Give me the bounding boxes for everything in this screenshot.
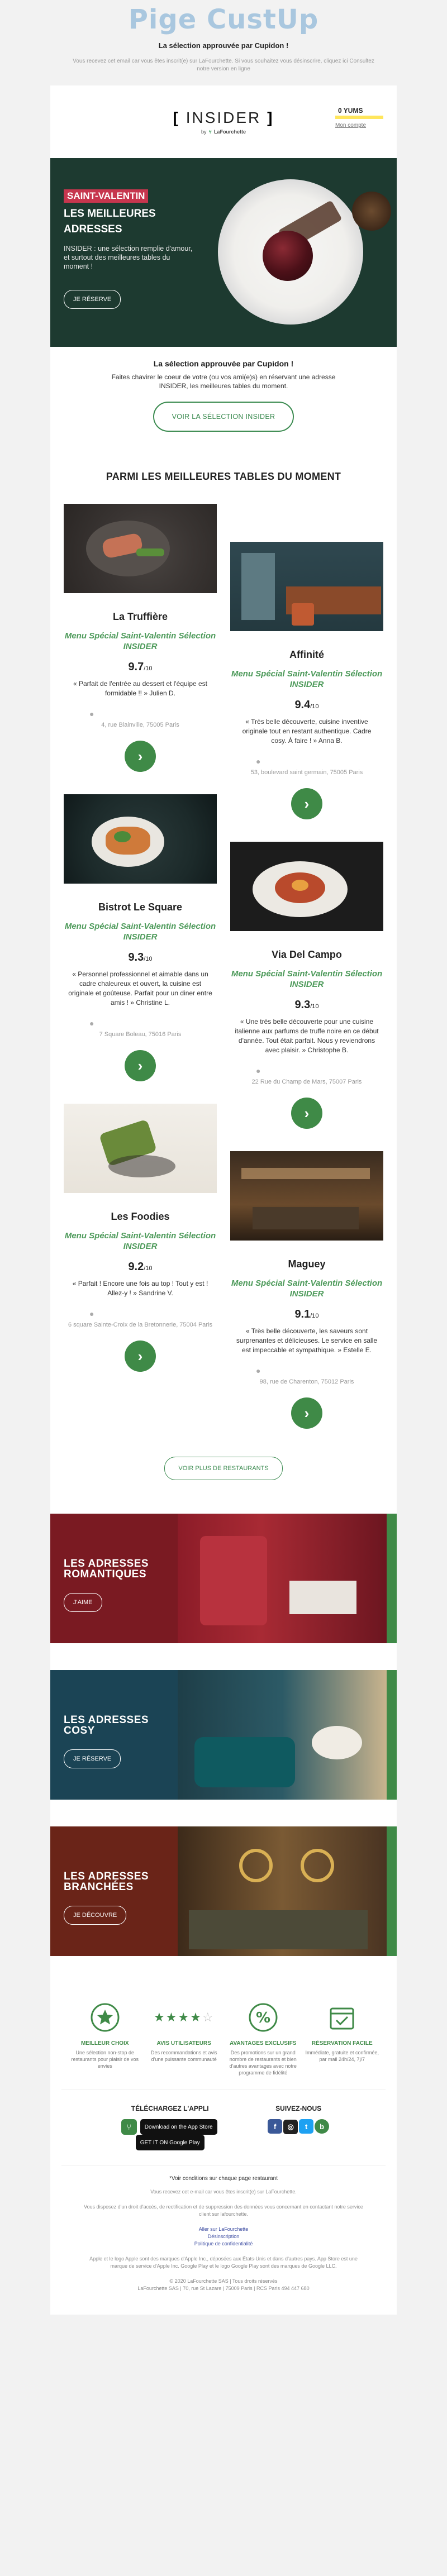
restaurant-name[interactable]: Les Foodies xyxy=(111,1211,170,1222)
email-header xyxy=(50,85,397,158)
preheader-title: La sélection approuvée par Cupidon ! xyxy=(158,41,289,50)
section-title: PARMI LES MEILLEURES TABLES DU MOMENT xyxy=(106,471,341,482)
feature-title: MEILLEUR CHOIX xyxy=(80,2040,129,2047)
restaurant-review: « Parfait de l'entrée au dessert et l'équipe est formidable !! » Julien D. xyxy=(73,680,208,697)
selection-block xyxy=(50,347,397,437)
restaurant-card xyxy=(230,842,383,1129)
restaurant-address: 4, rue Blainville, 75005 Paris xyxy=(101,722,179,728)
more-restaurants xyxy=(50,1451,397,1514)
restaurant-column-left xyxy=(64,504,217,1451)
restaurant-review: « Parfait ! Encore une fois au top ! Tout y est ! Allez-y ! » Sandrine V. xyxy=(72,1280,208,1297)
footer-line: Vous disposez d'un droit d'accès, de rectification et de suppression des données vous concernant en contactant notre service client sur lafourchette. xyxy=(84,2204,363,2217)
svg-text:%: % xyxy=(255,2010,270,2026)
googleplay-button[interactable]: GET IT ON Google Play xyxy=(136,2135,205,2150)
banner-title: LES ADRESSES ROMANTIQUES xyxy=(64,1558,149,1580)
apps-title: TÉLÉCHARGEZ L'APPLI xyxy=(131,2105,209,2112)
brand-watermark xyxy=(0,0,447,39)
banner-cosy[interactable] xyxy=(50,1670,397,1800)
hero-heading: LES MEILLEURES ADRESSES xyxy=(64,208,156,235)
restaurant-card xyxy=(64,504,217,772)
blog-icon[interactable]: b xyxy=(315,2119,329,2134)
restaurant-image[interactable] xyxy=(64,794,217,884)
insider-logo[interactable]: [ INSIDER ] by ⑂ LaFourchette xyxy=(173,109,274,135)
chevron-right-button[interactable]: › xyxy=(291,1098,322,1129)
banner-image xyxy=(178,1514,387,1643)
restaurant-name[interactable]: Maguey xyxy=(288,1258,326,1270)
social-block xyxy=(245,2105,352,2150)
account-link[interactable]: Mon compte xyxy=(335,122,367,128)
location-pin-icon: ● xyxy=(256,1366,261,1375)
banner-button[interactable]: J'AIME xyxy=(64,1593,102,1612)
restaurant-score: 9.7/10 xyxy=(128,661,153,673)
feature-title: AVANTAGES EXCLUSIFS xyxy=(230,2040,297,2047)
location-pin-icon: ● xyxy=(89,1309,94,1318)
banner-button[interactable]: JE DÉCOUVRE xyxy=(64,1906,126,1925)
star-badge-icon xyxy=(67,2001,143,2034)
selection-text: Faites chavirer le coeur de votre (ou vos ami(e)s) en réservant une adresse INSIDER, les meilleures tables du moment. xyxy=(111,373,336,390)
restaurant-card xyxy=(64,794,217,1081)
banner-title: LES ADRESSES COSY xyxy=(64,1714,149,1737)
preheader xyxy=(0,39,447,85)
feature-item xyxy=(146,2001,222,2076)
restaurant-menu: Menu Spécial Saint-Valentin Sélection INSIDER xyxy=(231,969,383,989)
selection-title: La sélection approuvée par Cupidon ! xyxy=(153,359,294,368)
feature-title: AVIS UTILISATEURS xyxy=(156,2040,211,2047)
hero-reserve-button[interactable]: JE RÉSERVE xyxy=(64,290,121,309)
feature-desc: Des promotions sur un grand nombre de restaurants et bien d'autres avantages avec notre programme de fidélité xyxy=(229,2050,297,2076)
restaurant-review: « Très belle découverte, cuisine inventive originale tout en restant authentique. Cadre cosy. À faire ! » Anna B. xyxy=(242,718,372,745)
hero-tag: SAINT-VALENTIN xyxy=(64,189,148,203)
feature-item xyxy=(305,2001,381,2076)
restaurant-image[interactable] xyxy=(64,1104,217,1193)
feature-item xyxy=(67,2001,143,2076)
twitter-icon[interactable]: t xyxy=(299,2119,313,2134)
appstore-button[interactable]: Download on the App Store xyxy=(140,2119,217,2135)
restaurant-card xyxy=(230,1151,383,1429)
footer-link-site[interactable]: Aller sur LaFourchette xyxy=(198,2226,249,2232)
footer-link-privacy[interactable]: Politique de confidentialité xyxy=(194,2241,253,2246)
restaurant-menu: Menu Spécial Saint-Valentin Sélection INSIDER xyxy=(64,922,216,942)
social-title: SUIVEZ-NOUS xyxy=(275,2105,322,2112)
feature-item xyxy=(225,2001,301,2076)
restaurant-menu: Menu Spécial Saint-Valentin Sélection INSIDER xyxy=(64,631,216,651)
yums-panel xyxy=(335,107,383,128)
app-logo-icon[interactable]: ⑂ xyxy=(121,2119,137,2135)
location-pin-icon: ● xyxy=(89,709,94,718)
footer-company: LaFourchette SAS | 70, rue St Lazare | 75009 Paris | RCS Paris 494 447 680 xyxy=(137,2286,310,2291)
chevron-right-button[interactable]: › xyxy=(125,1050,156,1081)
feature-desc: Une sélection non-stop de restaurants pour plaisir de vos envies xyxy=(71,2050,139,2069)
hero-text: INSIDER : une sélection remplie d'amour, et surtout des meilleures tables du moment ! xyxy=(64,245,193,270)
calendar-check-icon xyxy=(305,2001,381,2034)
restaurant-menu: Menu Spécial Saint-Valentin Sélection INSIDER xyxy=(231,1279,383,1299)
banner-image xyxy=(178,1826,387,1956)
restaurant-review: « Personnel professionnel et aimable dans un cadre chaleureux et ouvert, la cuisine est originale et goûteuse. Parfait pour un diner entre amis ! » Christine L. xyxy=(68,970,212,1006)
apps-social xyxy=(61,2090,386,2165)
restaurant-name[interactable]: Via Del Campo xyxy=(272,949,342,960)
feature-desc: Immédiate, gratuite et confirmée, par mail 24h/24, 7j/7 xyxy=(305,2050,379,2062)
location-pin-icon: ● xyxy=(256,757,261,766)
feature-desc: Des recommandations et avis d'une puissante communauté xyxy=(150,2050,217,2062)
restaurant-image[interactable] xyxy=(230,842,383,931)
apps-block xyxy=(95,2105,245,2150)
yums-bar xyxy=(335,116,383,119)
restaurant-name[interactable]: La Truffière xyxy=(112,611,168,622)
facebook-icon[interactable]: f xyxy=(268,2119,282,2134)
restaurant-score: 9.3/10 xyxy=(128,951,153,963)
restaurant-address: 6 square Sainte-Croix de la Bretonnerie, 75004 Paris xyxy=(68,1322,213,1328)
hero-image xyxy=(196,158,397,347)
more-restaurants-button[interactable]: VOIR PLUS DE RESTAURANTS xyxy=(164,1457,282,1480)
banner-title: LES ADRESSES BRANCHÉES xyxy=(64,1871,149,1893)
yums-value: 0 YUMS xyxy=(335,107,383,115)
chevron-right-button[interactable]: › xyxy=(125,1341,156,1372)
footer-copyright: © 2020 LaFourchette SAS | Tous droits réservés xyxy=(169,2278,278,2284)
restaurant-review: « Très belle découverte, les saveurs sont surprenantes et délicieuses. Le service en salle est impeccable et sympathique. » Estelle E. xyxy=(236,1327,378,1354)
chevron-right-button[interactable]: › xyxy=(291,1397,322,1429)
brand-name: Pige CustUp xyxy=(128,4,319,35)
footer-link-unsubscribe[interactable]: Désinscription xyxy=(207,2234,240,2239)
restaurant-address: 22 Rue du Champ de Mars, 75007 Paris xyxy=(251,1079,362,1085)
stars-rating-icon: ★★★★ ☆ xyxy=(153,2010,215,2024)
logo-text: INSIDER xyxy=(186,109,261,126)
footer-line: Vous recevez cet e-mail car vous êtes inscrit(e) sur LaFourchette. xyxy=(150,2189,297,2195)
hero-banner xyxy=(50,158,397,347)
restaurant-card xyxy=(64,1104,217,1372)
restaurant-menu: Menu Spécial Saint-Valentin Sélection INSIDER xyxy=(64,1231,216,1251)
footer xyxy=(50,2188,397,2315)
chevron-right-button[interactable]: › xyxy=(291,788,322,819)
restaurant-review: « Une très belle découverte pour une cuisine italienne aux parfums de truffe noire en ce début d'année. Tout était parfait. Nous y reviendrons avec plaisir. » Christophe B. xyxy=(235,1018,379,1054)
email-card xyxy=(50,85,397,2315)
banner-image xyxy=(178,1670,387,1800)
footer-line: Apple et le logo Apple sont des marques d'Apple Inc., déposées aux États-Unis et dans d'autres pays. App Store est une marque de service d'Apple Inc. Google Play et le logo Google Play sont des marques de Google LLC. xyxy=(89,2256,358,2269)
footer-note: *Voir conditions sur chaque page restaurant xyxy=(61,2165,386,2188)
restaurant-name[interactable]: Bistrot Le Square xyxy=(98,901,183,913)
fork-icon: ⑂ xyxy=(208,129,212,135)
view-selection-button[interactable]: VOIR LA SÉLECTION INSIDER xyxy=(153,402,294,432)
restaurant-address: 98, rue de Charenton, 75012 Paris xyxy=(259,1378,354,1385)
chevron-right-button[interactable]: › xyxy=(125,741,156,772)
location-pin-icon: ● xyxy=(256,1066,261,1075)
restaurant-menu: Menu Spécial Saint-Valentin Sélection INSIDER xyxy=(231,669,383,689)
restaurant-image[interactable] xyxy=(230,1151,383,1241)
restaurant-card xyxy=(230,542,383,819)
restaurant-score: 9.3/10 xyxy=(294,999,319,1011)
restaurant-score: 9.1/10 xyxy=(294,1308,319,1320)
logo-partner: LaFourchette xyxy=(213,129,246,135)
restaurant-grid xyxy=(50,504,397,1451)
restaurant-score: 9.2/10 xyxy=(128,1261,153,1273)
restaurant-address: 7 Square Boleau, 75016 Paris xyxy=(99,1031,182,1038)
restaurant-name[interactable]: Affinité xyxy=(289,649,324,660)
instagram-icon[interactable]: ◎ xyxy=(283,2120,298,2134)
preheader-subtitle[interactable]: Vous recevez cet email car vous êtes inscrit(e) sur LaFourchette. Si vous souhaitez vous désinscrire, cliquez ici Consultez notre version en ligne xyxy=(73,58,374,72)
restaurant-address: 53, boulevard saint germain, 75005 Paris xyxy=(250,769,363,776)
banner-romantic[interactable] xyxy=(50,1514,397,1643)
restaurant-image[interactable] xyxy=(64,504,217,593)
banner-trendy[interactable] xyxy=(50,1826,397,1956)
banner-button[interactable]: JE RÉSERVE xyxy=(64,1749,121,1768)
percent-icon xyxy=(225,2001,301,2034)
restaurant-image[interactable] xyxy=(230,542,383,631)
location-pin-icon: ● xyxy=(89,1019,94,1028)
restaurant-column-right xyxy=(230,504,383,1451)
features xyxy=(50,1983,397,2090)
logo-by: by xyxy=(201,129,207,135)
feature-title: RÉSERVATION FACILE xyxy=(311,2040,373,2047)
restaurant-score: 9.4/10 xyxy=(294,699,319,711)
